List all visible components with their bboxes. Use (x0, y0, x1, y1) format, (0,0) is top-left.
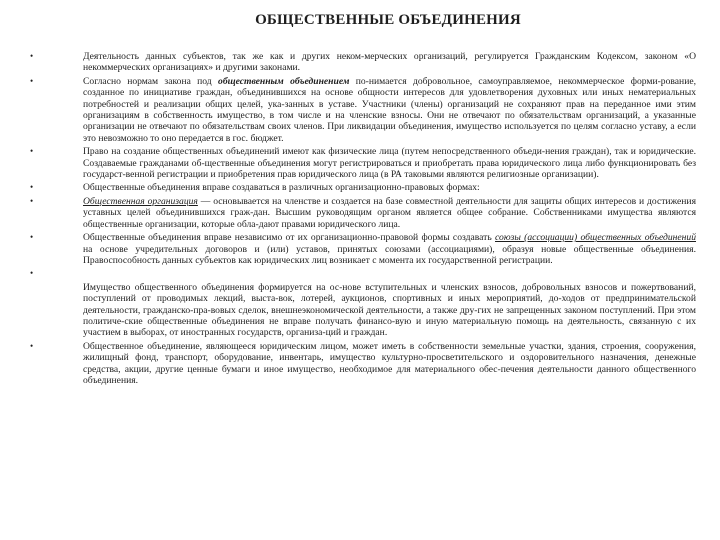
bullet-icon: • (30, 75, 34, 86)
list-item (30, 282, 696, 339)
bullet-icon: • (30, 232, 34, 243)
bullet-icon: • (30, 195, 34, 206)
bullet-icon: • (30, 146, 34, 157)
item-text: на основе учредительных договоров и (или) уставов, принятых союзами (ассоциациями), образуя новые общественные объединения. Правоспособность данных субъектов как юридических лиц возникает с момента их государственной регистрации. (83, 243, 696, 266)
bullet-icon: • (30, 182, 34, 193)
item-text: Имущество общественного объединения формируется на ос-нове вступительных и членских взносов, добровольных взносов и пожертвований, поступлений от проводимых лекций, выста-вок, лотерей, аукционов, спортивных и иных мероприятий, до-ходов от предпринимательской деятельности, гражданско-пра-вовых сделок, внешнеэкономической деятельности, а также дру-гих не запрещенных законом поступлений. При этом политиче-ские общественные объединения не вправе получать финансо-вую и иную материальную помощь на деятельность, связанную с их участием в выборах, от иностранных государств, организа-ций и граждан. (83, 281, 696, 339)
page-title: ОБЩЕСТВЕННЫЕ ОБЪЕДИНЕНИЯ (255, 12, 521, 28)
item-text: Общественные объединения вправе независимо от их организационно-правовой формы создавать (83, 232, 496, 244)
item-text: — основывается на членстве и создается на базе совместной деятельности для защиты общих интересов и достижения уставных целей объединившихся граж-дан. Высшим руководящим органом является общее собрание. Собственниками имущества являются общественные организации, которые обла-дают правами юридического лица. (83, 195, 696, 230)
item-text: Общественное объединение, являющееся юридическим лицом, может иметь в собственности земельные участки, здания, строения, сооружения, жилищный фонд, транспорт, оборудование, инвентарь, имущество культурно-просветительского и оздоровительного назначения, денежные средства, акции, другие ценные бумаги и иное имущество, необходимое для материального обес-печения деятельности данного общественного объединения. (83, 340, 696, 386)
list-item (30, 341, 696, 387)
term-public-organization: Общественная организация (83, 195, 198, 207)
list-item (30, 51, 696, 74)
item-text: по-нимается добровольное, самоуправляемое, некоммерческое форми-рование, созданное по инициативе граждан, объединившихся на основе общности интересов для удовлетворения духовных или иных нематериальных потребностей и реализации общих целей, ука-занных в уставе. Участники (члены) организаций не сохраняют прав на переданное ими этим организациям в собственность имущество, в том числе и на членские взносы. Они не отвечают по обязательствам организаций, а указанные организации не отвечают по обязательствам своих членов. При ликвидации объединения, имущество используется по целям согласно уставу, а если это невозможно то оно передается в гос. бюджет. (83, 75, 696, 144)
list-item (30, 182, 696, 193)
list-item (30, 232, 696, 266)
list-item (30, 146, 696, 180)
term-public-association: общественным объединением (218, 75, 350, 87)
term-unions-associations: союзы (ассоциации) общественных объединений (495, 232, 697, 244)
item-text: Деятельность данных субъектов, так же как и других неком-мерческих организаций, регулируется Гражданским Кодексом, законом «О некоммерческих организациях» и другими законами. (83, 51, 696, 74)
list-item-empty (30, 268, 696, 279)
list-item (30, 196, 696, 230)
item-text: Право на создание общественных объединений имеют как физические лица (путем непосредственного объеди-нения граждан), так и юридические. Создаваемые гражданами об-щественные объединения могут регистрироваться и приобретать права юридического лица либо функционировать без государст-венной регистрации и приобретения прав юридического лица (в РА таковыми являются религиозные организации). (83, 146, 696, 181)
item-text: Общественные объединения вправе создаваться в различных организационно-правовых формах: (83, 182, 480, 194)
bullet-icon: • (30, 340, 34, 351)
bullet-icon: • (30, 51, 34, 61)
bullet-list (30, 51, 696, 386)
item-text: Согласно нормам закона под (83, 75, 219, 87)
list-item (30, 76, 696, 144)
bullet-icon: • (30, 268, 34, 279)
